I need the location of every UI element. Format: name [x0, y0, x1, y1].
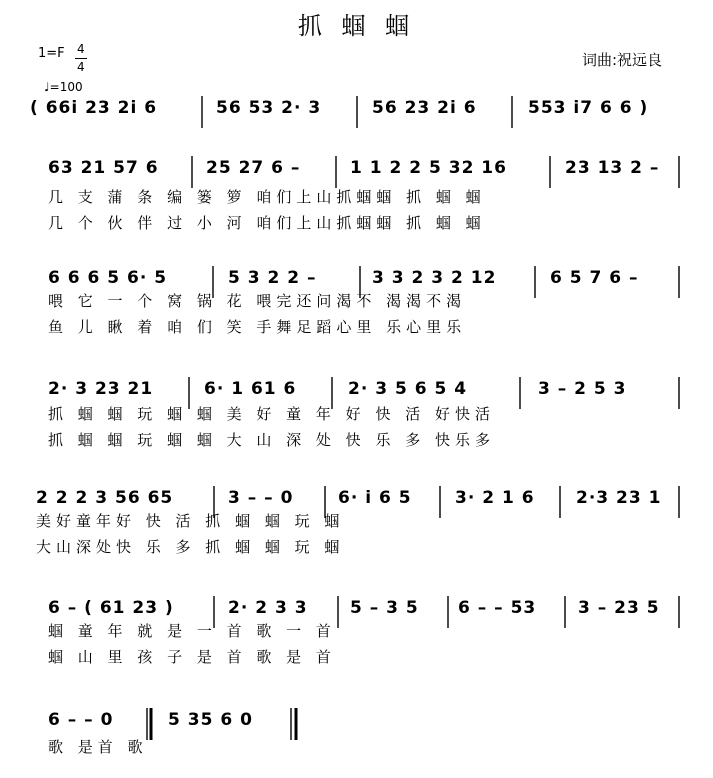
measure: 2·3 23 1 [576, 488, 662, 508]
lyrics-verse-1: 歌 是首 歌 [48, 738, 148, 756]
measure: 2· 3 23 21 [48, 379, 154, 399]
measure: 6 – ( 61 23 ) [48, 598, 174, 618]
score-row-1 [0, 92, 713, 152]
measure: 56 23 2i 6 [372, 98, 477, 118]
lyrics-verse-2: 大山深处快 乐 多 抓 蝈 蝈 玩 蝈 [36, 538, 345, 556]
measure: 23 13 2 – [565, 158, 660, 178]
lyrics-verse-2: 鱼 儿 瞅 着 咱 们 笑 手舞足蹈心里 乐心里乐 [48, 318, 467, 336]
meter-fraction-line [75, 58, 87, 59]
measure: 56 53 2· 3 [216, 98, 322, 118]
measure: 6· i 6 5 [338, 488, 412, 508]
measure: 6 – – 0 [48, 710, 114, 730]
measure: 3 – 2 5 3 [538, 379, 627, 399]
measure: 6 – – 53 [458, 598, 537, 618]
score-row-7 [0, 704, 713, 770]
measure: 3 3 2 3 2 12 [372, 268, 497, 288]
measure: 2 2 2 3 56 65 [36, 488, 174, 508]
lyrics-verse-2: 抓 蝈 蝈 玩 蝈 蝈 大 山 深 处 快 乐 多 快乐多 [48, 431, 495, 449]
measure: ( 66i 23 2i 6 [30, 98, 158, 118]
measure: 1 1 2 2 5 32 16 [350, 158, 507, 178]
key-signature: 1=F [38, 46, 65, 61]
measure: 5 3 2 2 – [228, 268, 317, 288]
credits: 词曲:祝远良 [582, 51, 663, 69]
meter-denominator: 4 [77, 60, 85, 74]
measure: 6 5 7 6 – [550, 268, 639, 288]
measure: 63 21 57 6 [48, 158, 159, 178]
meter-numerator: 4 [77, 42, 85, 56]
tempo-marking: ♩=100 [44, 80, 83, 94]
measure: 6· 1 61 6 [204, 379, 297, 399]
score-row-2 [0, 152, 713, 242]
measure: 5 – 3 5 [350, 598, 419, 618]
lyrics-verse-1: 蝈 童 年 就 是 一 首 歌 一 首 [48, 622, 336, 640]
measure: 553 i7 6 6 ) [528, 98, 649, 118]
lyrics-verse-1: 美好童年好 快 活 抓 蝈 蝈 玩 蝈 [36, 512, 345, 530]
score-row-6 [0, 592, 713, 682]
measure: 6 6 6 5 6· 5 [48, 268, 168, 288]
lyrics-verse-2: 几 个 伙 伴 过 小 河 咱们上山抓蝈蝈 抓 蝈 蝈 [48, 214, 486, 232]
measure: 3· 2 1 6 [455, 488, 535, 508]
score-row-3 [0, 262, 713, 352]
measure: 3 – – 0 [228, 488, 294, 508]
measure: 2· 2 3 3 [228, 598, 308, 618]
lyrics-verse-1: 几 支 蒲 条 编 篓 箩 咱们上山抓蝈蝈 抓 蝈 蝈 [48, 188, 486, 206]
lyrics-verse-1: 抓 蝈 蝈 玩 蝈 蝈 美 好 童 年 好 快 活 好快活 [48, 405, 495, 423]
measure: 3 – 23 5 [578, 598, 660, 618]
lyrics-verse-1: 喂 它 一 个 窝 锅 花 喂完还问渴不 渴渴不渴 [48, 292, 467, 310]
song-title: 抓 蝈 蝈 [297, 12, 416, 40]
measure: 5 35 6 0 [168, 710, 253, 730]
lyrics-verse-2: 蝈 山 里 孩 子 是 首 歌 是 首 [48, 648, 336, 666]
score-row-4 [0, 373, 713, 463]
score-row-5 [0, 482, 713, 572]
measure: 2· 3 5 6 5 4 [348, 379, 468, 399]
measure: 25 27 6 – [206, 158, 301, 178]
